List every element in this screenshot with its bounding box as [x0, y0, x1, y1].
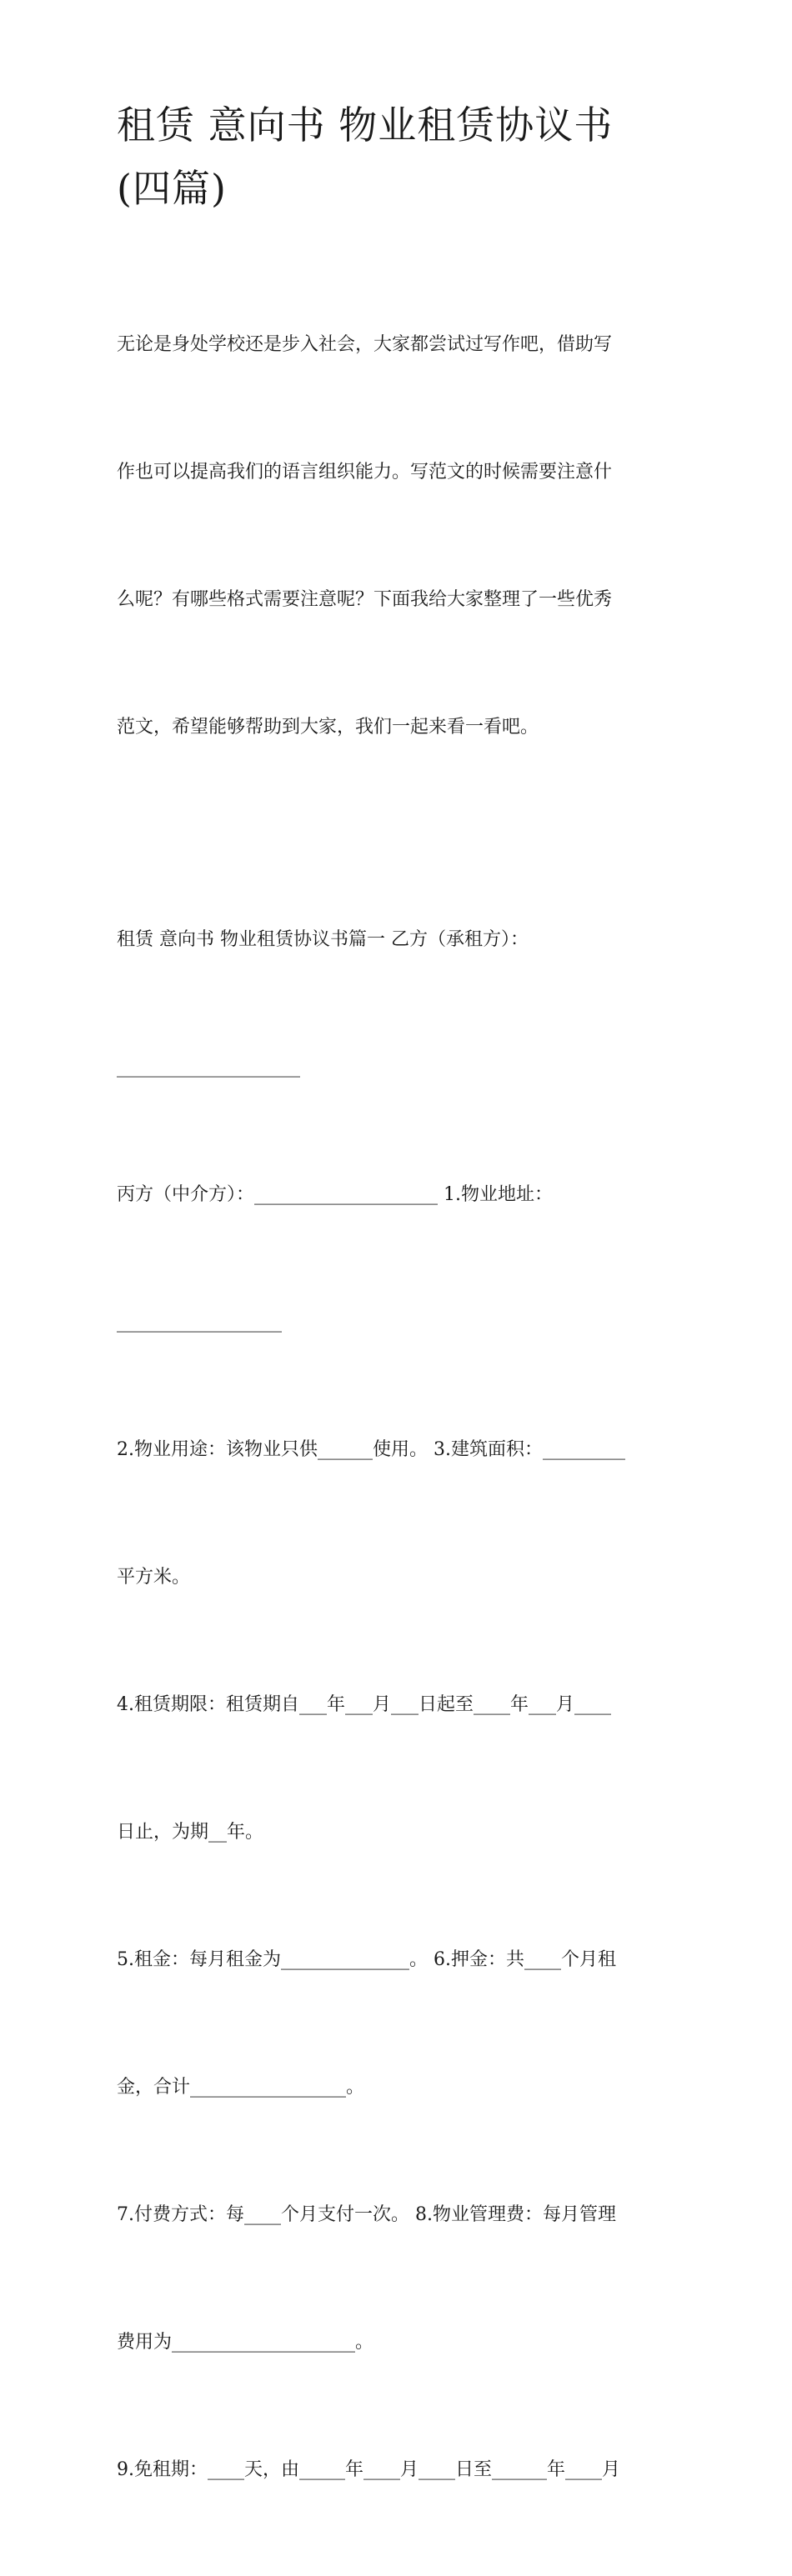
agreement-line: 4.租赁期限：租赁期自___年___月___日起至____年___月____ [117, 1694, 611, 1715]
intro-line: 无论是身处学校还是步入社会，大家都尝试过写作吧，借助写 [117, 334, 613, 355]
title-line-1: 租赁 意向书 物业租赁协议书 [117, 103, 614, 148]
intro-line: 么呢？有哪些格式需要注意呢？下面我给大家整理了一些优秀 [117, 589, 613, 610]
agreement-line: 2.物业用途：该物业只供______使用。 3.建筑面积：_________ [117, 1439, 625, 1460]
agreement-line: 租赁 意向书 物业租赁协议书篇一 乙方（承租方）： [117, 929, 529, 950]
agreement-line: 金，合计_________________。 [117, 2077, 365, 2098]
agreement-line: 平方米。 [117, 1567, 191, 1588]
agreement-line: 日止，为期__年。 [117, 1822, 264, 1843]
agreement-line: ____________________ [117, 1057, 300, 1078]
agreement-line: 7.付费方式：每____个月支付一次。 8.物业管理费：每月管理 [117, 2204, 616, 2225]
agreement-line: 9.免租期：____天，由_____年____月____日至______年____月 [117, 2459, 620, 2480]
agreement-line: __________________ [117, 1312, 282, 1333]
intro-line: 作也可以提高我们的语言组织能力。写范文的时候需要注意什 [117, 462, 613, 483]
agreement-line: 费用为____________________。 [117, 2332, 374, 2353]
title-line-2: (四篇) [117, 166, 227, 211]
intro-line: 范文，希望能够帮助到大家，我们一起来看一看吧。 [117, 717, 539, 738]
agreement-line: 5.租金：每月租金为______________。 6.押金：共____个月租 [117, 1949, 616, 1970]
document-title [117, 93, 684, 220]
agreement-body [117, 833, 684, 2576]
intro-paragraph [117, 238, 684, 833]
document-page [117, 93, 684, 2576]
agreement-line: 丙方（中介方）：____________________ 1.物业地址： [117, 1184, 553, 1205]
